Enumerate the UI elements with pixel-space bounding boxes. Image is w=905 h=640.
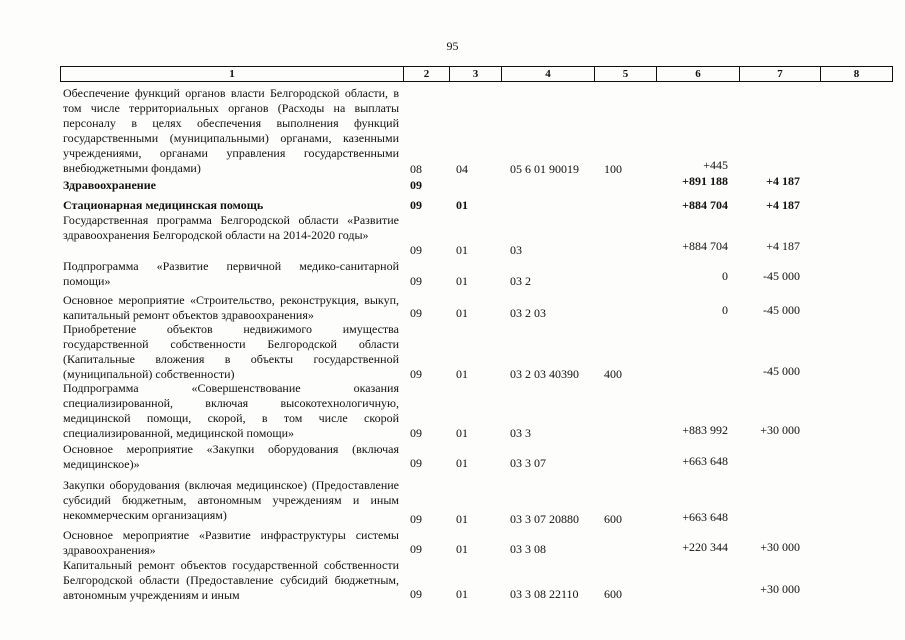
row-name: Основное мероприятие «Строительство, реконструкция, выкуп, капитальный ремонт объектов здравоохранения» — [63, 293, 399, 322]
row-name: Государственная программа Белгородской области «Развитие здравоохранения Белгородской области на 2014-2020 годы» — [63, 213, 399, 242]
row-pr: 01 — [456, 367, 468, 381]
row-rz: 09 — [410, 178, 422, 192]
row-name: Подпрограмма «Совершенствование оказания специализированной, включая высокотехнологичную, медицинской помощи, скорой, в том числе скорой специализированной, медицинской помощи» — [63, 381, 399, 440]
row-vr: 400 — [604, 367, 622, 381]
header-col-3: 3 — [450, 67, 502, 81]
row-name: Стационарная медицинская помощь — [63, 198, 264, 212]
row-csr: 03 3 08 — [510, 542, 546, 556]
row-rz: 09 — [410, 456, 422, 470]
row-pr: 01 — [456, 198, 468, 212]
header-col-7: 7 — [740, 67, 821, 81]
row-csr: 03 2 03 — [510, 306, 546, 320]
row-csr: 05 6 01 90019 — [510, 162, 579, 176]
row-rz: 09 — [410, 198, 422, 212]
row-vr: 600 — [604, 512, 622, 526]
row-amount-7: +30 000 — [760, 423, 800, 437]
row-csr: 03 3 07 — [510, 456, 546, 470]
table-header — [60, 66, 893, 82]
row-amount-6: 0 — [722, 269, 728, 283]
row-pr: 01 — [456, 306, 468, 320]
header-col-6: 6 — [657, 67, 740, 81]
row-name: Основное мероприятие «Развитие инфраструктуры системы здравоохранения» — [63, 528, 399, 557]
header-col-5: 5 — [595, 67, 657, 81]
row-name: Здравоохранение — [63, 178, 156, 192]
row-amount-6: +445 — [703, 158, 728, 172]
row-amount-7: -45 000 — [763, 303, 800, 317]
row-vr: 100 — [604, 162, 622, 176]
row-rz: 09 — [410, 512, 422, 526]
header-col-1: 1 — [61, 67, 404, 81]
row-pr: 01 — [456, 426, 468, 440]
header-col-8: 8 — [853, 68, 860, 80]
row-csr: 03 3 07 20880 — [510, 512, 579, 526]
page-number: 95 — [446, 39, 459, 53]
row-name: Закупки оборудования (включая медицинское) (Предоставление субсидий бюджетным, автономным учреждениям и иным некоммерческим организациям) — [63, 478, 399, 522]
row-rz: 09 — [410, 274, 422, 288]
header-col-4: 4 — [502, 67, 595, 81]
row-name: Приобретение объектов недвижимого имущества государственной собственности Белгородской области (Капитальные вложения в объекты государственной (муниципальной) собственности) — [63, 322, 399, 381]
row-amount-7: +30 000 — [760, 540, 800, 554]
row-csr: 03 — [510, 243, 522, 257]
row-rz: 09 — [410, 587, 422, 601]
row-amount-6: +220 344 — [682, 540, 728, 554]
row-name: Подпрограмма «Развитие первичной медико-санитарной помощи» — [63, 259, 399, 288]
row-csr: 03 3 08 22110 — [510, 587, 579, 601]
row-name: Основное мероприятие «Закупки оборудования (включая медицинское)» — [63, 442, 399, 471]
row-pr: 04 — [456, 162, 468, 176]
row-amount-6: +663 648 — [682, 454, 728, 468]
row-amount-7: +4 187 — [766, 239, 800, 253]
row-pr: 01 — [456, 587, 468, 601]
row-name: Капитальный ремонт объектов государственной собственности Белгородской области (Предоставление субсидий бюджетным, автономным учреждениям и иным — [63, 558, 399, 602]
row-pr: 01 — [456, 274, 468, 288]
row-rz: 08 — [410, 162, 422, 176]
row-csr: 03 3 — [510, 426, 531, 440]
row-csr: 03 2 — [510, 274, 531, 288]
row-amount-7: +4 187 — [766, 198, 800, 212]
row-pr: 01 — [456, 456, 468, 470]
row-rz: 09 — [410, 243, 422, 257]
row-amount-7: -45 000 — [763, 364, 800, 378]
row-rz: 09 — [410, 426, 422, 440]
row-amount-7: +30 000 — [760, 582, 800, 596]
row-name: Обеспечение функций органов власти Белгородской области, в том числе территориальных органов (Расходы на выплаты персоналу в целях обеспечения выполнения функций государственными (муниципальными) органами, казенными учреждениями, органами управления государственными внебюджетными фондами) — [63, 86, 399, 175]
row-amount-7: -45 000 — [763, 269, 800, 283]
row-pr: 01 — [456, 542, 468, 556]
row-amount-6: 0 — [722, 303, 728, 317]
row-csr: 03 2 03 40390 — [510, 367, 579, 381]
row-rz: 09 — [410, 542, 422, 556]
row-amount-6: +884 704 — [682, 239, 728, 253]
row-amount-7: +4 187 — [766, 174, 800, 188]
header-col-2: 2 — [404, 67, 450, 81]
row-vr: 600 — [604, 587, 622, 601]
row-rz: 09 — [410, 367, 422, 381]
row-pr: 01 — [456, 512, 468, 526]
row-amount-6: +663 648 — [682, 510, 728, 524]
row-pr: 01 — [456, 243, 468, 257]
row-rz: 09 — [410, 306, 422, 320]
row-amount-6: +891 188 — [682, 174, 728, 188]
row-amount-6: +884 704 — [682, 198, 728, 212]
row-amount-6: +883 992 — [682, 423, 728, 437]
